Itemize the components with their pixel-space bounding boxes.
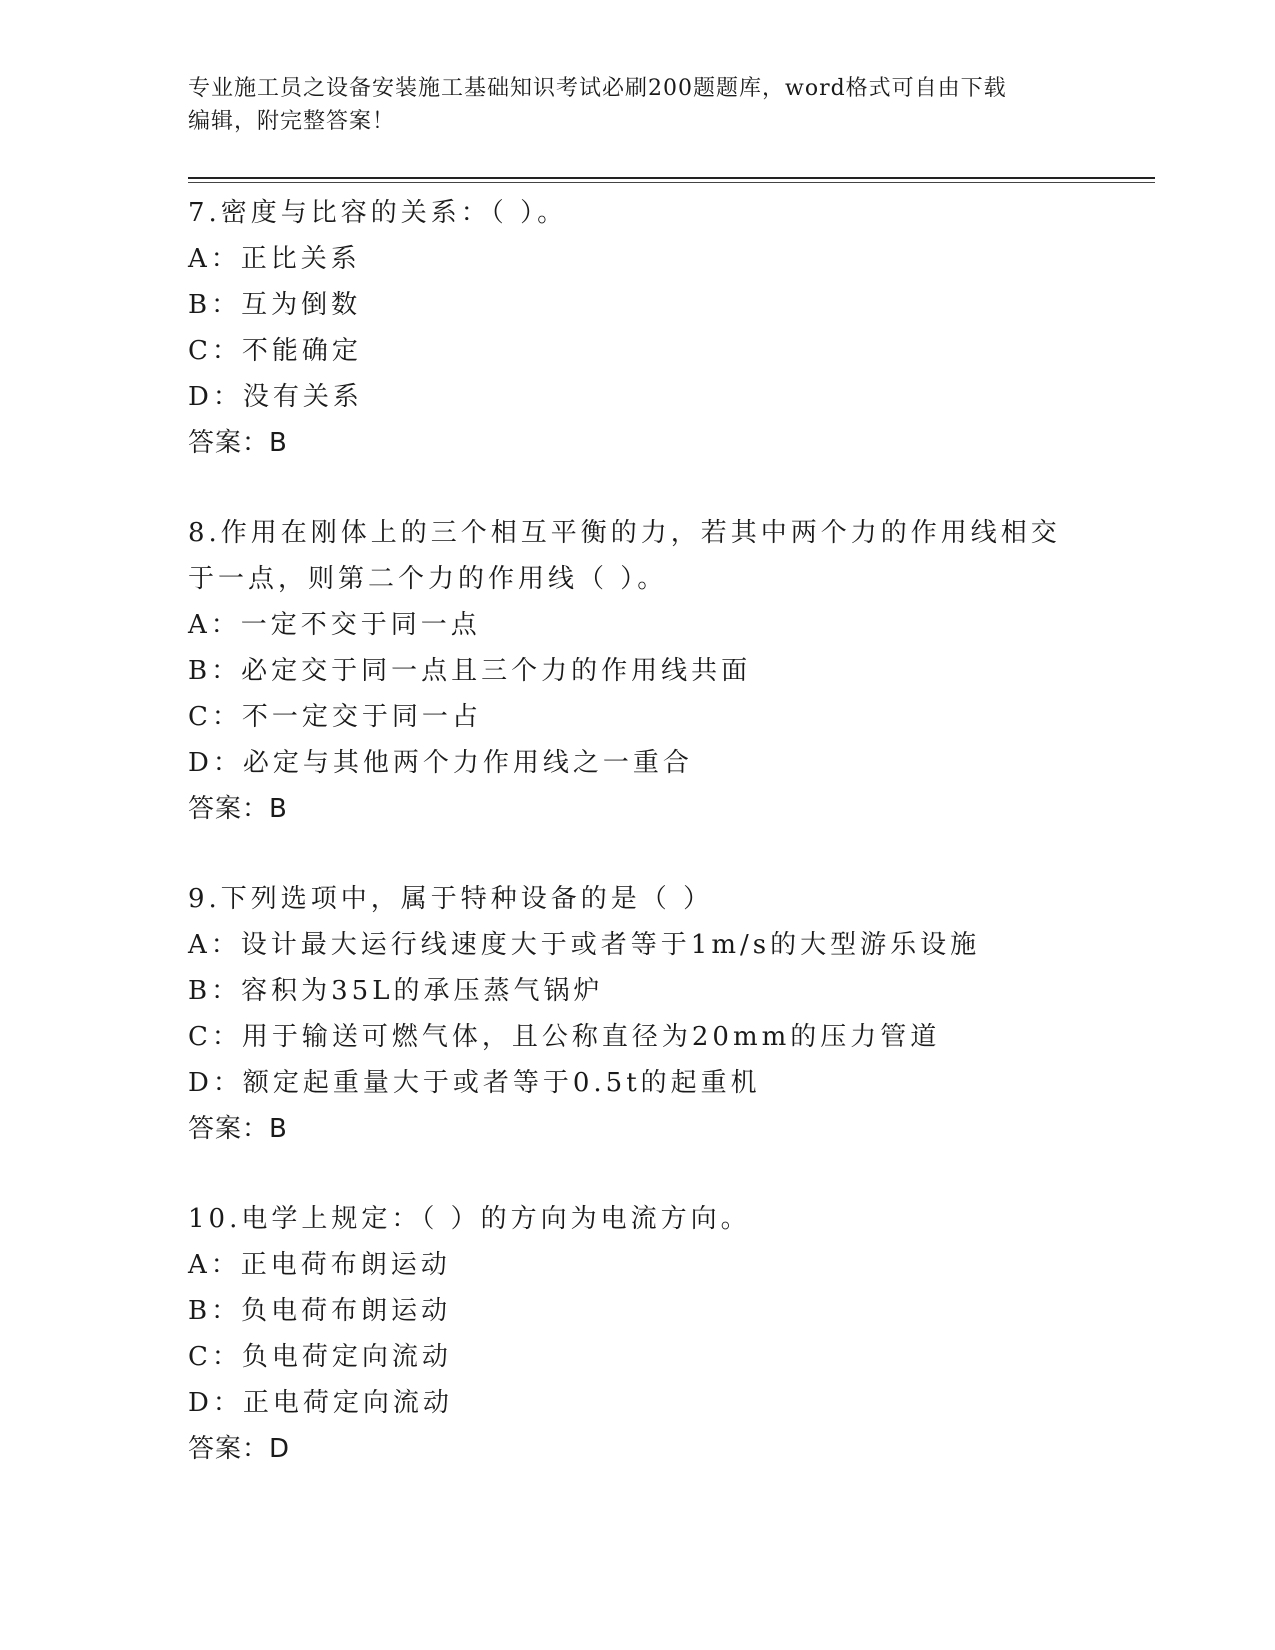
question-stem: 10.电学上规定：（ ）的方向为电流方向。 bbox=[188, 1204, 751, 1234]
option-b: B：负电荷布朗运动 bbox=[188, 1296, 452, 1326]
question-stem: 7.密度与比容的关系：（ ）。 bbox=[188, 198, 568, 228]
option-c: C：不一定交于同一占 bbox=[188, 702, 482, 732]
option-a: A：正比关系 bbox=[188, 244, 361, 274]
document-header bbox=[188, 72, 1088, 138]
option-d: D：必定与其他两个力作用线之一重合 bbox=[188, 748, 693, 778]
answer-line: 答案：B bbox=[188, 428, 288, 458]
question-7 bbox=[188, 190, 1088, 466]
question-8 bbox=[188, 510, 1088, 832]
option-d: D：正电荷定向流动 bbox=[188, 1388, 453, 1418]
option-c: C：负电荷定向流动 bbox=[188, 1342, 452, 1372]
option-d: D：没有关系 bbox=[188, 382, 363, 412]
header-rule-thin bbox=[188, 182, 1155, 183]
option-c: C：用于输送可燃气体，且公称直径为20mm的压力管道 bbox=[188, 1022, 941, 1052]
question-stem: 9.下列选项中，属于特种设备的是（ ） bbox=[188, 884, 714, 914]
answer-line: 答案：B bbox=[188, 794, 288, 824]
option-b: B：容积为35L的承压蒸气锅炉 bbox=[188, 976, 604, 1006]
question-9 bbox=[188, 876, 1088, 1152]
answer-line: 答案：D bbox=[188, 1434, 291, 1464]
question-list bbox=[188, 190, 1088, 1516]
option-d: D：额定起重量大于或者等于0.5t的起重机 bbox=[188, 1068, 761, 1098]
option-b: B：互为倒数 bbox=[188, 290, 362, 320]
question-stem: 8.作用在刚体上的三个相互平衡的力，若其中两个力的作用线相交于一点，则第二个力的作用线（ ）。 bbox=[188, 518, 1061, 594]
option-c: C：不能确定 bbox=[188, 336, 362, 366]
header-line-2: 编辑，附完整答案！ bbox=[188, 109, 396, 134]
header-line-1: 专业施工员之设备安装施工基础知识考试必刷200题题库，word格式可自由下载 bbox=[188, 76, 1007, 101]
header-rule-thick bbox=[188, 177, 1155, 179]
option-a: A：正电荷布朗运动 bbox=[188, 1250, 451, 1280]
option-a: A：一定不交于同一点 bbox=[188, 610, 481, 640]
answer-line: 答案：B bbox=[188, 1114, 288, 1144]
option-a: A：设计最大运行线速度大于或者等于1m/s的大型游乐设施 bbox=[188, 930, 981, 960]
option-b: B：必定交于同一点且三个力的作用线共面 bbox=[188, 656, 752, 686]
question-10 bbox=[188, 1196, 1088, 1472]
